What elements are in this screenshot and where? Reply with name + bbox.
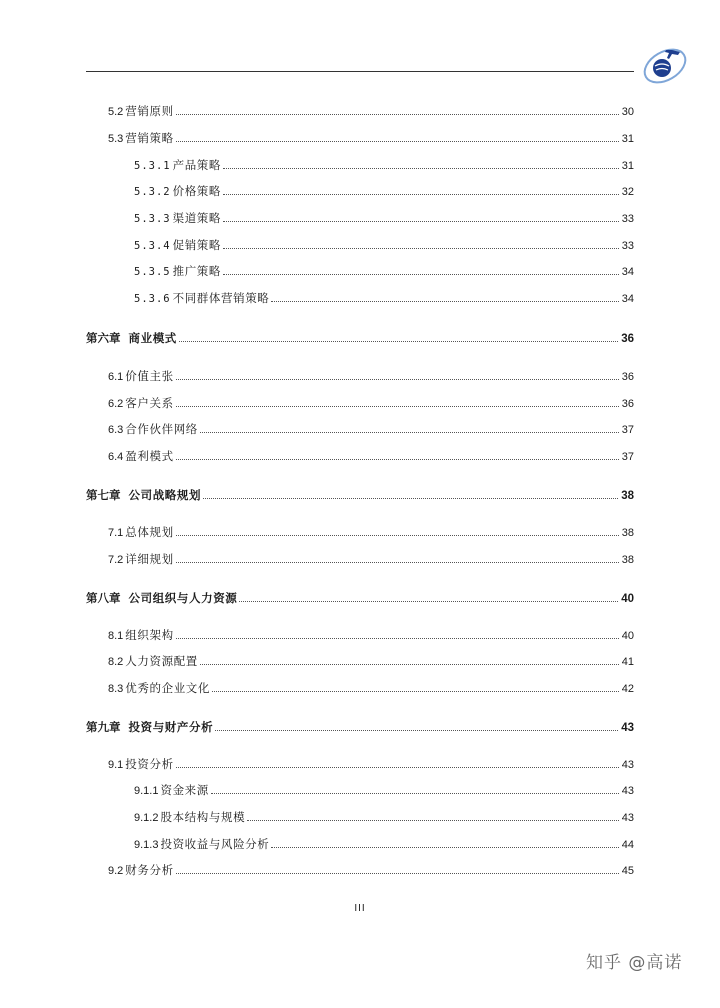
toc-entry-number: 第八章 — [86, 591, 121, 605]
toc-entry-title: 价值主张 — [125, 369, 174, 383]
toc-entry-page: 43 — [621, 759, 634, 771]
toc-entry-page: 38 — [621, 490, 634, 502]
toc-entry-number: 5.3.2 — [134, 186, 171, 198]
toc-entry-page: 34 — [621, 293, 634, 305]
watermark: 知乎 @高诺 — [586, 953, 683, 973]
toc-entry-title: 人力资源配置 — [125, 654, 198, 668]
toc-entry[interactable] — [108, 757, 634, 772]
toc-entry-page: 44 — [621, 839, 634, 851]
toc-entry[interactable] — [134, 238, 634, 253]
toc-entry-page: 32 — [621, 186, 634, 198]
toc-dot-leader — [176, 459, 619, 460]
toc-entry-number: 第七章 — [86, 488, 121, 502]
toc-entry-number: 5.3.3 — [134, 213, 171, 225]
toc-chapter-entry[interactable] — [86, 488, 634, 503]
toc-dot-leader — [239, 601, 618, 602]
toc-entry-number: 9.2 — [108, 865, 124, 877]
toc-entry[interactable] — [108, 552, 634, 567]
toc-entry-title: 投资收益与风险分析 — [160, 837, 270, 851]
toc-entry-title: 产品策略 — [172, 158, 222, 172]
toc-entry-number: 6.4 — [108, 451, 124, 463]
toc-dot-leader — [223, 168, 619, 169]
toc-entry-title: 促销策略 — [172, 238, 222, 252]
toc-entry[interactable] — [108, 369, 634, 384]
toc-entry-title: 组织架构 — [125, 628, 174, 642]
toc-entry-title: 投资分析 — [125, 757, 174, 771]
toc-entry[interactable] — [108, 681, 634, 696]
toc-entry-title: 公司战略规划 — [128, 488, 202, 502]
toc-entry-title: 详细规划 — [125, 552, 174, 566]
toc-entry-page: 40 — [621, 593, 634, 605]
toc-entry-page: 36 — [621, 398, 634, 410]
toc-dot-leader — [176, 873, 619, 874]
toc-entry-page: 33 — [621, 213, 634, 225]
toc-entry-page: 45 — [621, 865, 634, 877]
toc-entry-number: 5.2 — [108, 106, 124, 118]
toc-entry[interactable] — [134, 291, 634, 306]
toc-entry[interactable] — [108, 131, 634, 146]
toc-entry-page: 43 — [621, 812, 634, 824]
toc-entry-number: 8.2 — [108, 656, 124, 668]
toc-dot-leader — [247, 820, 619, 821]
toc-dot-leader — [176, 767, 619, 768]
toc-chapter-entry[interactable] — [86, 591, 634, 606]
toc-entry-page: 37 — [621, 451, 634, 463]
toc-entry-title: 资金来源 — [160, 783, 209, 797]
toc-entry-number: 7.2 — [108, 554, 124, 566]
toc-entry-title: 不同群体营销策略 — [172, 291, 270, 305]
toc-entry-number: 9.1.2 — [134, 812, 159, 824]
toc-entry-page: 31 — [621, 133, 634, 145]
toc-entry-number: 8.3 — [108, 683, 124, 695]
toc-entry-title: 总体规划 — [125, 525, 174, 539]
toc-entry[interactable] — [108, 525, 634, 540]
toc-entry[interactable] — [134, 158, 634, 173]
toc-entry-page: 38 — [621, 554, 634, 566]
toc-chapter-entry[interactable] — [86, 331, 634, 346]
toc-entry-title: 渠道策略 — [172, 211, 222, 225]
toc-dot-leader — [176, 638, 619, 639]
toc-entry[interactable] — [134, 810, 634, 825]
toc-entry[interactable] — [134, 264, 634, 279]
toc-entry-page: 31 — [621, 160, 634, 172]
toc-entry-page: 43 — [621, 722, 634, 734]
toc-entry-page: 43 — [621, 785, 634, 797]
toc-dot-leader — [271, 847, 618, 848]
header-rule — [86, 71, 634, 72]
toc-entry-number: 第六章 — [86, 331, 121, 345]
toc-entry-page: 38 — [621, 527, 634, 539]
toc-entry[interactable] — [108, 449, 634, 464]
toc-dot-leader — [200, 432, 619, 433]
toc-entry[interactable] — [108, 422, 634, 437]
toc-entry-title: 客户关系 — [125, 396, 174, 410]
toc-dot-leader — [176, 379, 619, 380]
toc-dot-leader — [223, 194, 619, 195]
toc-entry[interactable] — [108, 104, 634, 119]
toc-entry-number: 6.2 — [108, 398, 124, 410]
toc-dot-leader — [223, 248, 619, 249]
toc-entry-title: 投资与财产分析 — [128, 720, 214, 734]
toc-entry-number: 5.3.6 — [134, 293, 171, 305]
toc-entry[interactable] — [134, 184, 634, 199]
toc-entry-title: 优秀的企业文化 — [125, 681, 210, 695]
toc-entry-page: 34 — [621, 266, 634, 278]
globe-plane-icon — [638, 38, 692, 92]
toc-entry-title: 商业模式 — [128, 331, 177, 345]
toc-entry-page: 37 — [621, 424, 634, 436]
toc-entry-number: 第九章 — [86, 720, 121, 734]
toc-dot-leader — [223, 221, 619, 222]
toc-entry-title: 公司组织与人力资源 — [128, 591, 238, 605]
toc-entry-title: 营销原则 — [125, 104, 174, 118]
toc-dot-leader — [200, 664, 619, 665]
toc-chapter-entry[interactable] — [86, 720, 634, 735]
toc-entry-title: 财务分析 — [125, 863, 174, 877]
toc-entry[interactable] — [108, 654, 634, 669]
toc-entry-title: 盈利模式 — [125, 449, 174, 463]
toc-entry-page: 41 — [621, 656, 634, 668]
toc-entry-page: 30 — [621, 106, 634, 118]
toc-entry-number: 6.3 — [108, 424, 124, 436]
toc-entry-number: 9.1.3 — [134, 839, 159, 851]
toc-entry-number: 5.3.1 — [134, 160, 171, 172]
toc-entry-number: 5.3.4 — [134, 240, 171, 252]
toc-entry[interactable] — [108, 628, 634, 643]
toc-dot-leader — [176, 114, 619, 115]
toc-entry-page: 33 — [621, 240, 634, 252]
toc-dot-leader — [223, 274, 619, 275]
toc-entry[interactable] — [134, 211, 634, 226]
toc-entry-page: 40 — [621, 630, 634, 642]
toc-entry-title: 价格策略 — [172, 184, 222, 198]
toc-entry-number: 5.3.5 — [134, 266, 171, 278]
toc-dot-leader — [176, 535, 619, 536]
toc-entry-page: 36 — [621, 371, 634, 383]
toc-entry[interactable] — [108, 396, 634, 411]
toc-entry-number: 8.1 — [108, 630, 124, 642]
toc-entry-number: 9.1.1 — [134, 785, 159, 797]
toc-entry-page: 42 — [621, 683, 634, 695]
toc-entry[interactable] — [108, 863, 634, 878]
toc-dot-leader — [176, 406, 619, 407]
toc-entry-number: 9.1 — [108, 759, 124, 771]
toc-dot-leader — [176, 141, 619, 142]
toc-dot-leader — [215, 730, 618, 731]
toc-dot-leader — [176, 562, 619, 563]
toc-dot-leader — [212, 691, 619, 692]
toc-entry-title: 合作伙伴网络 — [125, 422, 198, 436]
footer-page-number: III — [354, 903, 366, 914]
toc-entry-page: 36 — [621, 333, 634, 345]
toc-dot-leader — [203, 498, 618, 499]
toc-entry-title: 推广策略 — [172, 264, 222, 278]
toc-entry-number: 5.3 — [108, 133, 124, 145]
toc-entry-title: 营销策略 — [125, 131, 174, 145]
toc-entry[interactable] — [134, 837, 634, 852]
toc-dot-leader — [271, 301, 618, 302]
toc-dot-leader — [179, 341, 618, 342]
toc-entry-number: 6.1 — [108, 371, 124, 383]
toc-entry-title: 股本结构与规模 — [160, 810, 246, 824]
toc-entry[interactable] — [134, 783, 634, 798]
toc-dot-leader — [211, 793, 619, 794]
toc-entry-number: 7.1 — [108, 527, 124, 539]
